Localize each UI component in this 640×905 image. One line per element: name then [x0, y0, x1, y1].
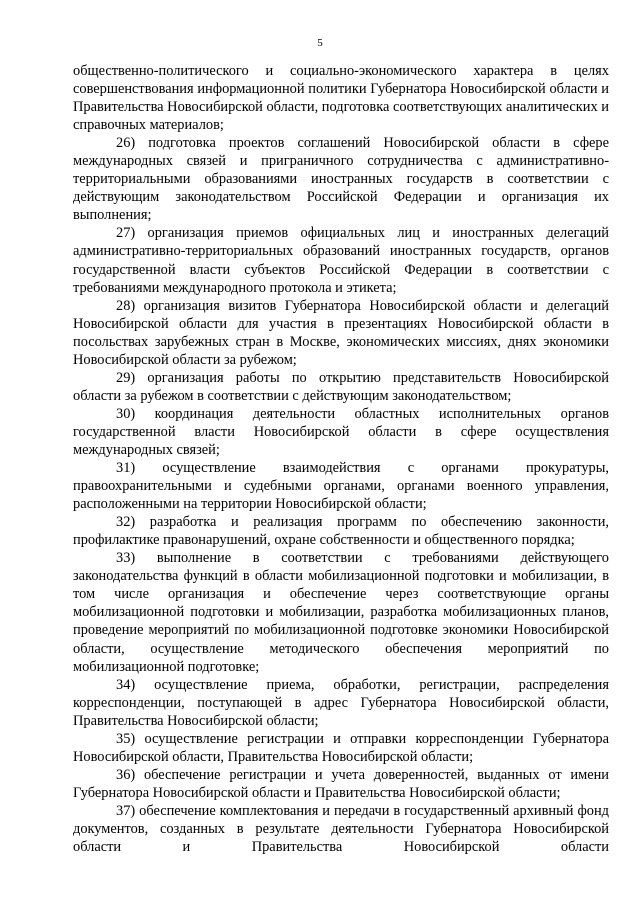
paragraph-item-31: 31) осуществление взаимодействия с органами прокуратуры, правоохранительными и судебными органами, органами военного управления, расположенными на территории Новосибирской области; — [73, 460, 609, 513]
paragraph-item-29: 29) организация работы по открытию представительств Новосибирской области за рубежом в соответствии с действующим законодательством; — [73, 369, 609, 404]
paragraph-item-37: 37) обеспечение комплектования и передачи в государственный архивный фонд документов, созданных в результате деятельности Губернатора Новосибирской области и Правительства Новосибирской области — [73, 802, 609, 856]
paragraph-item-33: 33) выполнение в соответствии с требованиями действующего законодательства функций в области мобилизационной подготовки и мобилизации, в том числе организация и обеспечение через соответствующие органы мобилизационной подготовки и мобилизации, разработка мобилизационных планов, проведение мероприятий по мобилизационной подготовке экономики Новосибирской области, осуществление методического обеспечения мероприятий по мобилизационной подготовке; — [73, 550, 609, 675]
paragraph-item-32: 32) разработка и реализация программ по обеспечению законности, профилактике правонарушений, охране собственности и общественного порядка; — [73, 514, 609, 549]
document-body — [73, 62, 609, 856]
paragraph-item-36: 36) обеспечение регистрации и учета доверенностей, выданных от имени Губернатора Новосибирской области и Правительства Новосибирской области; — [73, 766, 609, 801]
page-number: 5 — [317, 37, 323, 49]
paragraph-item-27: 27) организация приемов официальных лиц и иностранных делегаций административно-территориальных образований иностранных государств, органов государственной власти субъектов Российской Федерации в соответствии с требованиями международного протокола и этикета; — [73, 225, 609, 296]
paragraph-item-26: 26) подготовка проектов соглашений Новосибирской области в сфере международных связей и приграничного сотрудничества с административно-территориальными образованиями иностранных государств в соответствии с действующим законодательством Российской Федерации и организация их выполнения; — [73, 135, 609, 224]
paragraph-item-34: 34) осуществление приема, обработки, регистрации, распределения корреспонденции, поступающей в адрес Губернатора Новосибирской области, Правительства Новосибирской области; — [73, 676, 609, 729]
paragraph-continuation: общественно-политического и социально-экономического характера в целях совершенствования информационной политики Губернатора Новосибирской области и Правительства Новосибирской области, подготовка соответствующих аналитических и справочных материалов; — [73, 63, 609, 134]
paragraph-item-35: 35) осуществление регистрации и отправки корреспонденции Губернатора Новосибирской области, Правительства Новосибирской области; — [73, 730, 609, 765]
paragraph-item-30: 30) координация деятельности областных исполнительных органов государственной власти Новосибирской области в сфере осуществления международных связей; — [73, 405, 609, 458]
paragraph-item-28: 28) организация визитов Губернатора Новосибирской области и делегаций Новосибирской области для участия в презентациях Новосибирской области в посольствах зарубежных стран в Москве, экономических миссиях, днях экономики Новосибирской области за рубежом; — [73, 297, 609, 368]
